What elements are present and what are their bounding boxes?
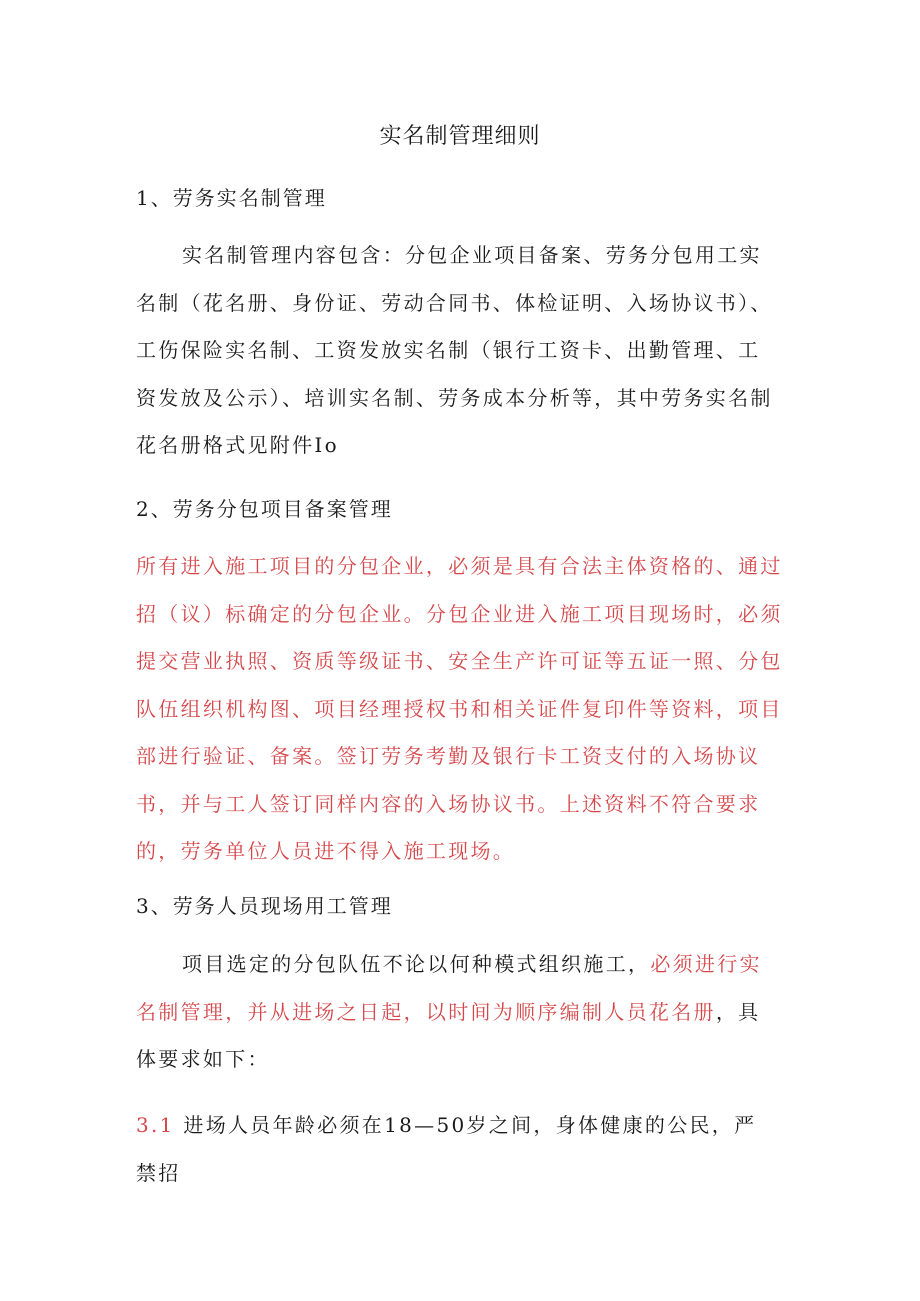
section-3-text-end: ，具体要求如下： xyxy=(136,999,761,1071)
section-3-paragraph xyxy=(136,941,776,1084)
section-3-text-start: 项目选定的分包队伍不论以何种模式组织施工， xyxy=(182,952,651,976)
section-1-paragraph: 实名制管理内容包含：分包企业项目备案、劳务分包用工实名制（花名册、身份证、劳动合同书、体检证明、入场协议书）、工伤保险实名制、工资发放实名制（银行工资卡、出勤管理、工资发放及公示）、培训实名制、劳务成本分析等，其中劳务实名制花名册格式见附件Io xyxy=(136,243,773,457)
section-3-text-highlight: 必须进行实名制管理，并从进场之日起，以时间为顺序编制人员花名册 xyxy=(136,952,762,1024)
section-2-line: 的，劳务单位人员进不得入施工现场。 xyxy=(136,839,516,863)
section-2-paragraph xyxy=(136,543,783,876)
section-3-heading: 3、劳务人员现场用工管理 xyxy=(136,894,393,918)
item-text: 进场人员年龄必须在18—50岁之间，身体健康的公民，严禁招 xyxy=(136,1113,757,1185)
item-number: 3.1 xyxy=(136,1113,175,1137)
section-2-line: 部进行验证、备案。签订劳务考勤及银行卡工资支付的入场协议 xyxy=(136,744,761,768)
section-2-line: 书，并与工人签订同样内容的入场协议书。上述资料不符合要求 xyxy=(136,791,761,816)
section-3-item-3-1 xyxy=(136,1102,776,1197)
section-1-heading: 1、劳务实名制管理 xyxy=(136,186,327,210)
section-2-line: 招（议）标确定的分包企业。分包企业进入施工项目现场时，必须 xyxy=(136,601,783,626)
section-2-line: 所有进入施工项目的分包企业，必须是具有合法主体资格的、通过 xyxy=(136,554,783,578)
section-2-line: 队伍组织机构图、项目经理授权书和相关证件复印件等资料，项目 xyxy=(136,696,783,721)
section-2-line: 提交营业执照、资质等级证书、安全生产许可证等五证一照、分包 xyxy=(136,649,783,673)
section-2-heading: 2、劳务分包项目备案管理 xyxy=(136,497,393,521)
document-title: 实名制管理细则 xyxy=(379,124,541,149)
